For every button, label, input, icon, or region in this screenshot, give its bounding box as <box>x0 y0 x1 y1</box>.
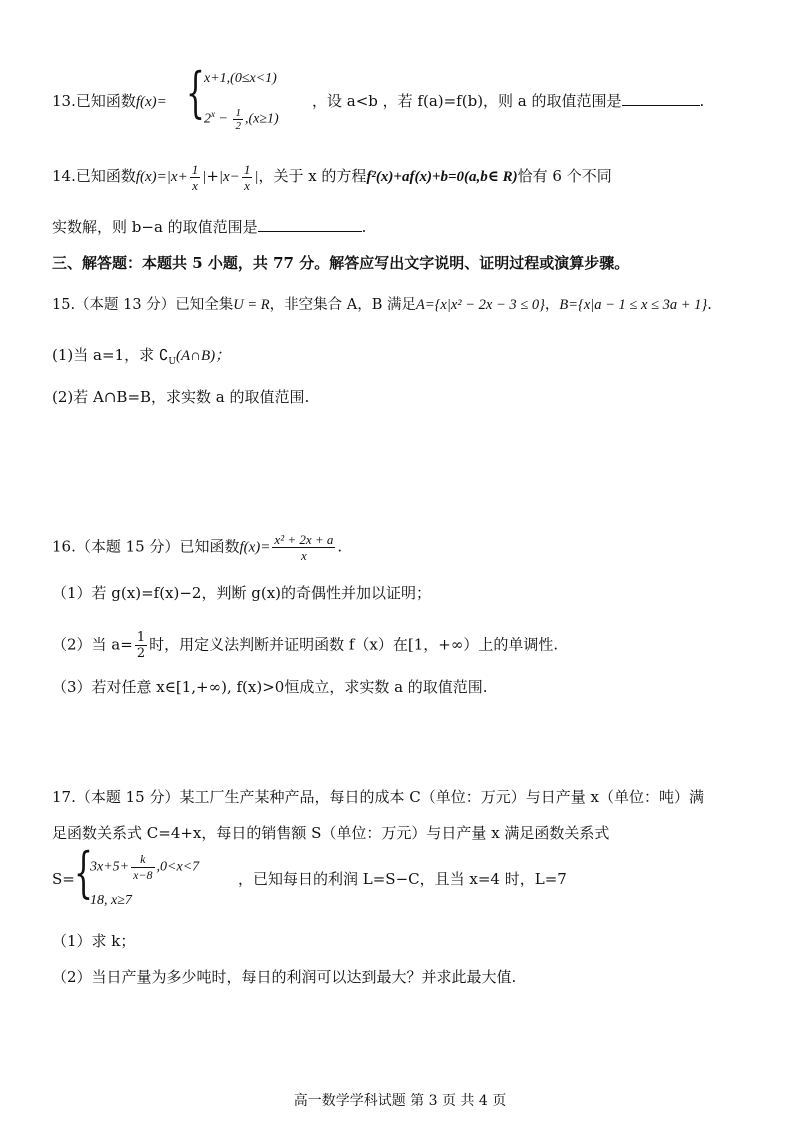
q17-condition: ，已知每日的利润 L=S−C，且当 x=4 时，L=7 <box>238 870 567 888</box>
q17-case2: 18, x≥7 <box>90 893 132 908</box>
q16-header: 16.（本题 15 分）已知函数 <box>52 537 240 556</box>
q15-part1: (1)当 a=1，求 ∁ <box>52 346 169 364</box>
q15-part2: (2)若 A∩B=B，求实数 a 的取值范围. <box>52 388 310 406</box>
q13-case2: $2^x$ − $\frac{1}{2}$ ,(x≥1) <box>204 106 279 132</box>
q13-answer-blank <box>622 91 700 106</box>
q14-line2: 实数解，则 b−a 的取值范围是 <box>52 218 258 236</box>
q17-part2: （2）当日产量为多少吨时，每日的利润可以达到最大？并求此最大值. <box>52 968 517 986</box>
q17-brace: { <box>74 841 93 904</box>
q15-header: 15.（本题 13 分）已知全集 <box>52 297 234 313</box>
q17-part1: （1）求 k； <box>52 932 136 950</box>
q13-prefix: 13.已知函数 <box>52 92 136 110</box>
q14-fx: f(x)= <box>135 168 167 185</box>
q17-line2: 足函数关系式 C=4+x，每日的销售额 S（单位：万元）与日产量 x 满足函数关系式 <box>52 824 610 842</box>
q13-fx: f(x)= <box>135 94 167 110</box>
q13-brace: { <box>186 61 205 124</box>
q14-mid: ，关于 x 的方程 <box>258 166 367 185</box>
q14-answer-blank <box>258 217 362 232</box>
q14-equation: f²(x)+af(x)+b=0(a,b∈ R) <box>366 168 518 185</box>
q15-set-b: B={x|a − 1 ≤ x ≤ 3a + 1} <box>559 297 708 313</box>
q16-part3: （3）若对任意 x∈[1,+∞), f(x)>0恒成立，求实数 a 的取值范围. <box>52 678 488 696</box>
q16-fraction: $\frac{\text{x² + 2x + a}}{x}$ <box>274 532 334 563</box>
q17-case1: 3x+5+ $\frac{k}{x-8}$ ,0<x<7 <box>90 852 200 882</box>
q14-abs1: |x+ $\frac{1}{x}$ | <box>166 162 207 193</box>
page-footer: 高一数学学科试题 第 3 页 共 4 页 <box>293 1093 507 1109</box>
q17-line1: 17.（本题 15 分）某工厂生产某种产品，每日的成本 C（单位：万元）与日产量 x（单位：吨）满 <box>52 788 704 806</box>
q13-case1: x+1,(0≤x<1) <box>204 71 277 86</box>
section-3-heading: 三、解答题：本题共 5 小题，共 77 分。解答应写出文字说明、证明过程或演算步骤。 <box>52 254 630 272</box>
q17-s-eq: S= <box>52 870 75 888</box>
q15-set-a: A={x|x² − 2x − 3 ≤ 0} <box>415 297 545 313</box>
q16-part2: （2）当 a= <box>52 635 133 654</box>
q14-tail: 恰有 6 个不同 <box>517 166 612 185</box>
q16-part1: （1）若 g(x)=f(x)−2，判断 g(x)的奇偶性并加以证明； <box>52 584 432 602</box>
q14-prefix: 14.已知函数 <box>52 166 136 185</box>
q14-abs2: |x− $\frac{1}{x}$ | <box>218 162 259 193</box>
q13-suffix: ，设 a<b ，若 f(a)=f(b)，则 a 的取值范围是 <box>312 92 622 110</box>
